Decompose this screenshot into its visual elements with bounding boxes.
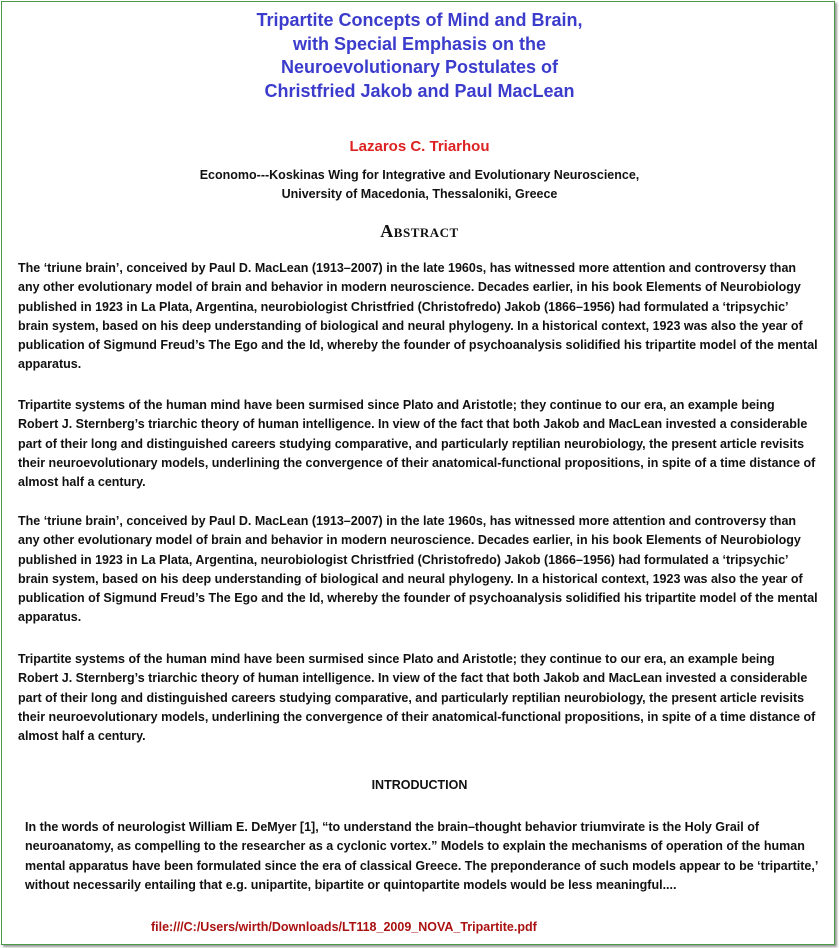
pdf-file-link[interactable]: file:///C:/Users/wirth/Downloads/LT118_2009_NOVA_Tripartite.pdf bbox=[151, 920, 537, 934]
introduction-paragraph: In the words of neurologist William E. DeMyer [1], “to understand the brain–thought behavior triumvirate is the Holy Grail of neuroanatomy, as compelling to the researcher as a cyclonic vortex.” Models to explain the mechanisms of operation of the human mental apparatus have been formulated since the era of classical Greece. The preponderance of such models appear to be ‘tripartite,’ without necessarily entailing that e.g. unipartite, bipartite or quintopartite models would be less meaningful.... bbox=[25, 820, 818, 892]
affiliation-line: University of Macedonia, Thessaloniki, Greece bbox=[281, 187, 558, 201]
abstract-heading: Abstract bbox=[380, 221, 459, 241]
title-line: Tripartite Concepts of Mind and Brain, bbox=[256, 10, 583, 30]
abstract-paragraph-1: The ‘triune brain’, conceived by Paul D. MacLean (1913–2007) in the late 1960s, has witnessed more attention and controversy than any other evolutionary model of brain and behavior in modern neuroscience. Decades earlier, in his book Elements of Neurobiology published in 1923 in La Plata, Argentina, neurobiologist Christfried (Christofredo) Jakob (1866–1956) had formulated a ‘tripsychic’ brain system, based on his deep understanding of biological and neural phylogeny. In a historical context, 1923 was also the year of publication of Sigmund Freud’s The Ego and the Id, whereby the founder of psychoanalysis solidified his tripartite model of the mental apparatus. bbox=[18, 261, 818, 372]
title-line: Christfried Jakob and Paul MacLean bbox=[264, 80, 575, 101]
author-name: Lazaros C. Triarhou bbox=[349, 138, 490, 155]
affiliation bbox=[0, 166, 839, 204]
title-line: with Special Emphasis on the bbox=[292, 33, 547, 54]
introduction-heading: INTRODUCTION bbox=[371, 778, 468, 792]
title-line: Neuroevolutionary Postulates of bbox=[280, 57, 559, 77]
affiliation-line: Economo---Koskinas Wing for Integrative and Evolutionary Neuroscience, bbox=[199, 168, 640, 182]
abstract-paragraph-2: Tripartite systems of the human mind have been surmised since Plato and Aristotle; they continue to our era, an example being Robert J. Sternberg’s triarchic theory of human intelligence. In view of the fact that both Jakob and MacLean invested a considerable part of their long and distinguished careers studying comparative, and particularly reptilian neurobiology, the present article revisits their neuroevolutionary models, underlining the convergence of their anatomical-functional propositions, in spite of a time distance of almost half a century. bbox=[18, 398, 816, 490]
abstract-paragraph-4: Tripartite systems of the human mind have been surmised since Plato and Aristotle; they continue to our era, an example being Robert J. Sternberg’s triarchic theory of human intelligence. In view of the fact that both Jakob and MacLean invested a considerable part of their long and distinguished careers studying comparative, and particularly reptilian neurobiology, the present article revisits their neuroevolutionary models, underlining the convergence of their anatomical-functional propositions, in spite of a time distance of almost half a century. bbox=[18, 652, 816, 744]
abstract-paragraph-3: The ‘triune brain’, conceived by Paul D. MacLean (1913–2007) in the late 1960s, has witnessed more attention and controversy than any other evolutionary model of brain and behavior in modern neuroscience. Decades earlier, in his book Elements of Neurobiology published in 1923 in La Plata, Argentina, neurobiologist Christfried (Christofredo) Jakob (1866–1956) had formulated a ‘tripsychic’ brain system, based on his deep understanding of biological and neural phylogeny. In a historical context, 1923 was also the year of publication of Sigmund Freud’s The Ego and the Id, whereby the founder of psychoanalysis solidified his tripartite model of the mental apparatus. bbox=[18, 514, 818, 625]
paper-title bbox=[0, 9, 839, 103]
